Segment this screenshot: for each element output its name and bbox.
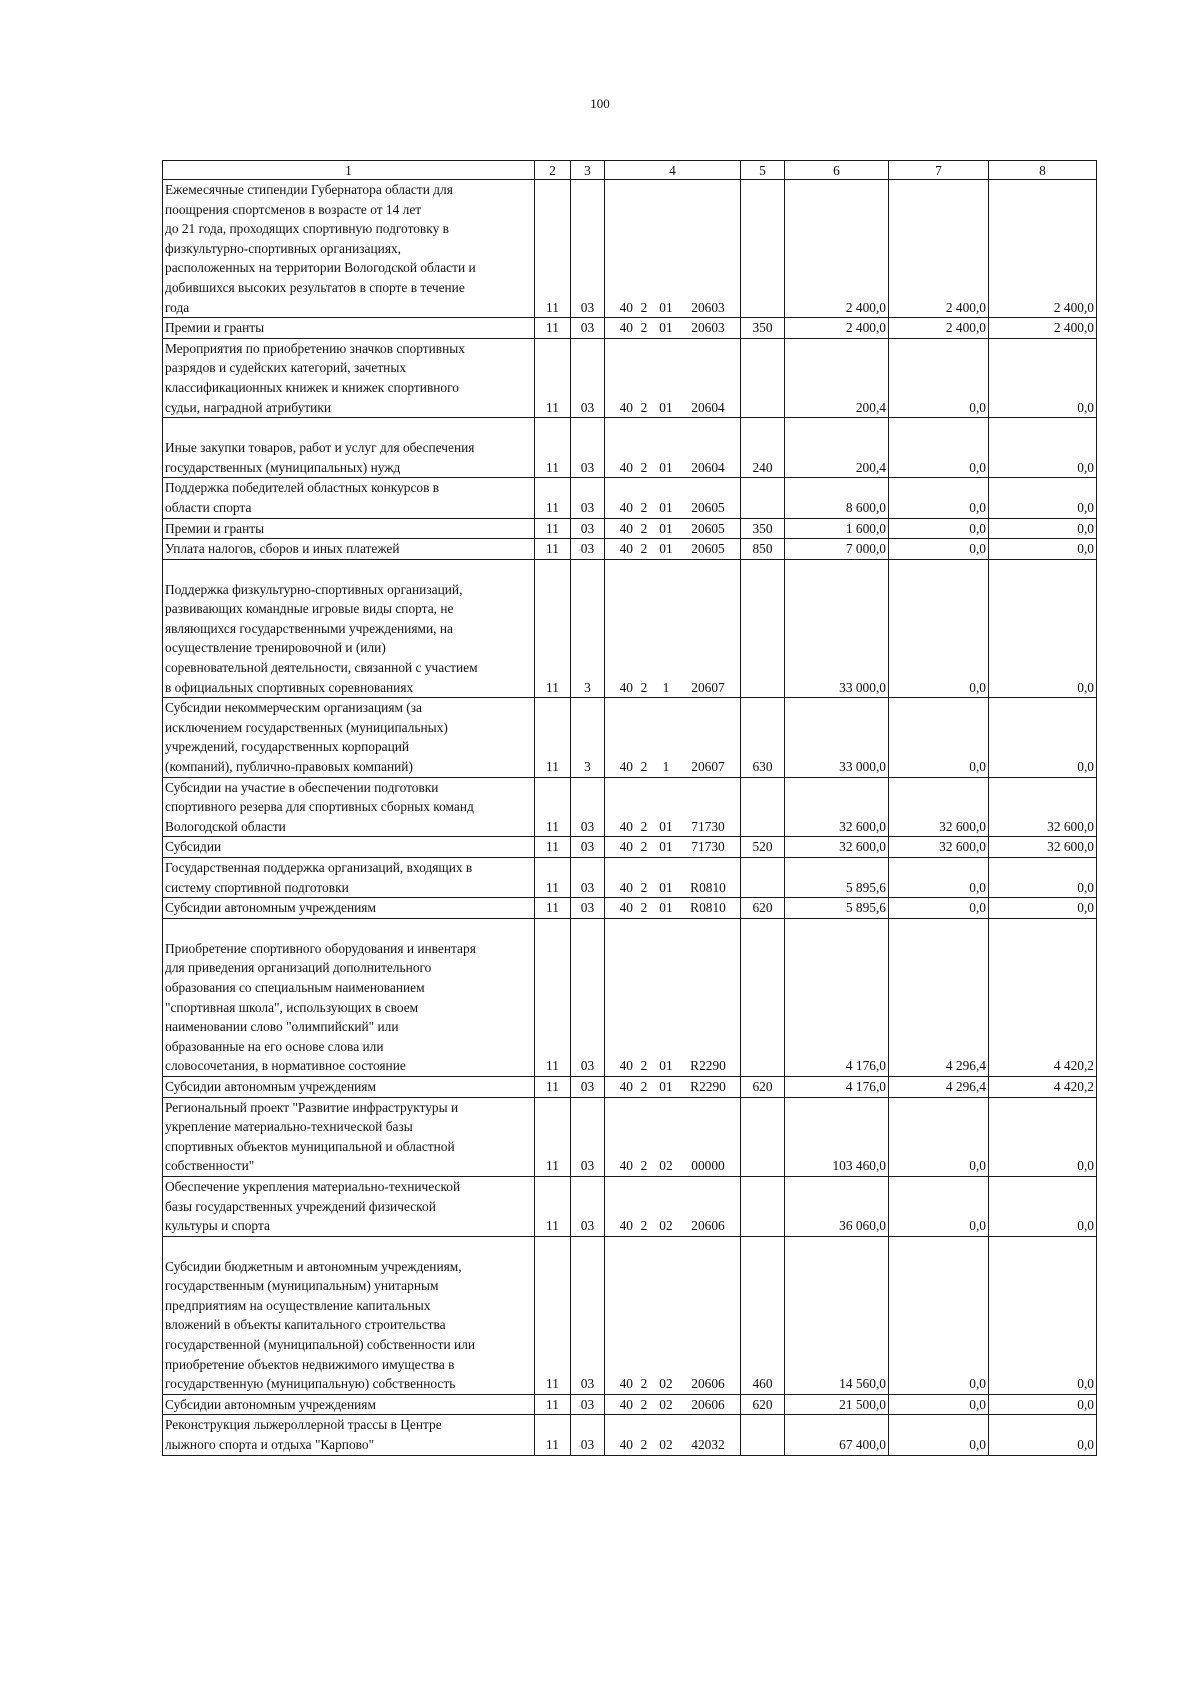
direction-code: 20607 — [691, 759, 725, 775]
amount-year-2: 4 296,4 — [889, 1076, 989, 1097]
amount-year-1: 33 000,0 — [785, 559, 889, 698]
subprogram-code: 2 — [640, 1078, 648, 1094]
amount-year-3: 0,0 — [989, 478, 1097, 518]
table-row — [163, 777, 1097, 837]
amount-year-3: 0,0 — [989, 539, 1097, 560]
amount-year-1: 32 600,0 — [785, 777, 889, 837]
amount-year-2: 0,0 — [889, 1097, 989, 1176]
direction-code: R2290 — [690, 1078, 726, 1094]
expense-type-code: 620 — [741, 1076, 785, 1097]
section-code: 11 — [535, 918, 571, 1076]
target-article-code — [605, 1076, 741, 1097]
subprogram-code: 2 — [640, 541, 648, 557]
target-article-code — [605, 698, 741, 777]
expense-type-code: 240 — [741, 418, 785, 478]
subprogram-code: 2 — [640, 299, 648, 315]
direction-code: 71730 — [691, 818, 725, 834]
event-code: 01 — [659, 900, 673, 916]
amount-year-3: 0,0 — [989, 898, 1097, 919]
table-row — [163, 518, 1097, 539]
expense-type-code: 630 — [741, 698, 785, 777]
table-row — [163, 1176, 1097, 1236]
target-article-code — [605, 1097, 741, 1176]
program-code: 40 — [619, 839, 633, 855]
subsection-code: 03 — [571, 518, 605, 539]
row-name: Субсидии автономным учреждениям — [163, 898, 535, 919]
target-article-code — [605, 777, 741, 837]
section-code: 11 — [535, 777, 571, 837]
subprogram-code: 2 — [640, 1376, 648, 1392]
direction-code: 20603 — [691, 320, 725, 336]
column-header: 7 — [889, 161, 989, 180]
program-code: 40 — [619, 299, 633, 315]
expense-type-code — [741, 777, 785, 837]
table-row — [163, 898, 1097, 919]
target-article-code — [605, 559, 741, 698]
event-code: 01 — [659, 818, 673, 834]
amount-year-3: 2 400,0 — [989, 180, 1097, 318]
row-name: Субсидии — [163, 837, 535, 858]
target-article-code — [605, 858, 741, 898]
subprogram-code: 2 — [640, 839, 648, 855]
column-header: 6 — [785, 161, 889, 180]
program-code: 40 — [619, 1158, 633, 1174]
amount-year-3: 0,0 — [989, 1097, 1097, 1176]
amount-year-2: 0,0 — [889, 698, 989, 777]
amount-year-1: 4 176,0 — [785, 918, 889, 1076]
expense-type-code: 460 — [741, 1236, 785, 1394]
row-name: Государственная поддержка организаций, входящих в систему спортивной подготовки — [163, 858, 535, 898]
subsection-code: 03 — [571, 1415, 605, 1455]
section-code: 11 — [535, 1236, 571, 1394]
subsection-code: 3 — [571, 698, 605, 777]
amount-year-3: 0,0 — [989, 1394, 1097, 1415]
subprogram-code: 2 — [640, 520, 648, 536]
target-article-code — [605, 318, 741, 339]
table-row — [163, 1097, 1097, 1176]
subsection-code: 03 — [571, 180, 605, 318]
section-code: 11 — [535, 1176, 571, 1236]
subsection-code: 03 — [571, 837, 605, 858]
subsection-code: 03 — [571, 898, 605, 919]
section-code: 11 — [535, 858, 571, 898]
section-code: 11 — [535, 318, 571, 339]
table-row — [163, 918, 1097, 1076]
table-row — [163, 478, 1097, 518]
amount-year-3: 0,0 — [989, 418, 1097, 478]
subsection-code: 3 — [571, 559, 605, 698]
program-code: 40 — [619, 879, 633, 895]
event-code: 01 — [659, 839, 673, 855]
section-code: 11 — [535, 478, 571, 518]
subsection-code: 03 — [571, 1176, 605, 1236]
amount-year-2: 0,0 — [889, 559, 989, 698]
program-code: 40 — [619, 499, 633, 515]
event-code: 01 — [659, 459, 673, 475]
target-article-code — [605, 418, 741, 478]
program-code: 40 — [619, 1218, 633, 1234]
amount-year-2: 0,0 — [889, 858, 989, 898]
table-row — [163, 698, 1097, 777]
program-code: 40 — [619, 320, 633, 336]
amount-year-2: 0,0 — [889, 539, 989, 560]
amount-year-2: 0,0 — [889, 1394, 989, 1415]
target-article-code — [605, 898, 741, 919]
expense-type-code: 350 — [741, 518, 785, 539]
target-article-code — [605, 1236, 741, 1394]
expense-type-code — [741, 338, 785, 417]
table-row — [163, 1076, 1097, 1097]
direction-code: 20606 — [691, 1396, 725, 1412]
event-code: 02 — [659, 1437, 673, 1453]
amount-year-2: 0,0 — [889, 338, 989, 417]
amount-year-2: 2 400,0 — [889, 318, 989, 339]
event-code: 01 — [659, 879, 673, 895]
program-code: 40 — [619, 520, 633, 536]
amount-year-2: 0,0 — [889, 1415, 989, 1455]
amount-year-3: 0,0 — [989, 698, 1097, 777]
subsection-code: 03 — [571, 318, 605, 339]
program-code: 40 — [619, 818, 633, 834]
section-code: 11 — [535, 837, 571, 858]
page-number: 100 — [590, 96, 610, 111]
event-code: 01 — [659, 299, 673, 315]
amount-year-1: 33 000,0 — [785, 698, 889, 777]
program-code: 40 — [619, 1376, 633, 1392]
section-code: 11 — [535, 698, 571, 777]
section-code: 11 — [535, 1076, 571, 1097]
program-code: 40 — [619, 399, 633, 415]
row-name: Приобретение спортивного оборудования и инвентаря для приведения организаций дополнительного образования со специальным наименованием "спортивная школа", использующих в своем наименовании слово "олимпийский" или образованные на его основе слова или словосочетания, в нормативное состояние — [163, 918, 535, 1076]
table-row — [163, 559, 1097, 698]
expense-type-code: 620 — [741, 1394, 785, 1415]
program-code: 40 — [619, 1058, 633, 1074]
target-article-code — [605, 1394, 741, 1415]
amount-year-3: 32 600,0 — [989, 777, 1097, 837]
expense-type-code: 620 — [741, 898, 785, 919]
direction-code: 20606 — [691, 1218, 725, 1234]
expense-type-code — [741, 559, 785, 698]
target-article-code — [605, 918, 741, 1076]
target-article-code — [605, 478, 741, 518]
expense-type-code — [741, 858, 785, 898]
amount-year-1: 200,4 — [785, 338, 889, 417]
program-code: 40 — [619, 1437, 633, 1453]
direction-code: R0810 — [690, 900, 726, 916]
budget-table — [162, 160, 1097, 1456]
direction-code: 20604 — [691, 459, 725, 475]
amount-year-2: 2 400,0 — [889, 180, 989, 318]
table-header-row — [163, 161, 1097, 180]
amount-year-2: 4 296,4 — [889, 918, 989, 1076]
row-name: Реконструкция лыжероллерной трассы в Центре лыжного спорта и отдыха "Карпово" — [163, 1415, 535, 1455]
subprogram-code: 2 — [640, 900, 648, 916]
amount-year-2: 0,0 — [889, 1176, 989, 1236]
section-code: 11 — [535, 898, 571, 919]
row-name: Субсидии автономным учреждениям — [163, 1076, 535, 1097]
event-code: 1 — [662, 759, 670, 775]
event-code: 01 — [659, 541, 673, 557]
expense-type-code: 520 — [741, 837, 785, 858]
section-code: 11 — [535, 1097, 571, 1176]
subsection-code: 03 — [571, 478, 605, 518]
row-name: Региональный проект "Развитие инфраструктуры и укрепление материально-технической базы спортивных объектов муниципальной и областной собственности" — [163, 1097, 535, 1176]
table-row — [163, 318, 1097, 339]
table-row — [163, 418, 1097, 478]
section-code: 11 — [535, 518, 571, 539]
direction-code: 20606 — [691, 1376, 725, 1392]
table-row — [163, 1236, 1097, 1394]
section-code: 11 — [535, 180, 571, 318]
subprogram-code: 2 — [640, 879, 648, 895]
expense-type-code — [741, 1097, 785, 1176]
table-row — [163, 837, 1097, 858]
amount-year-1: 4 176,0 — [785, 1076, 889, 1097]
subprogram-code: 2 — [640, 759, 648, 775]
direction-code: 20605 — [691, 499, 725, 515]
amount-year-2: 0,0 — [889, 418, 989, 478]
subprogram-code: 2 — [640, 499, 648, 515]
subsection-code: 03 — [571, 338, 605, 417]
row-name: Субсидии некоммерческим организациям (за исключением государственных (муниципальных) учреждений, государственных корпораций (компаний), публично-правовых компаний) — [163, 698, 535, 777]
subprogram-code: 2 — [640, 1058, 648, 1074]
subprogram-code: 2 — [640, 818, 648, 834]
column-header: 5 — [741, 161, 785, 180]
amount-year-1: 103 460,0 — [785, 1097, 889, 1176]
row-name: Поддержка победителей областных конкурсов в области спорта — [163, 478, 535, 518]
amount-year-3: 0,0 — [989, 518, 1097, 539]
subprogram-code: 2 — [640, 399, 648, 415]
amount-year-2: 32 600,0 — [889, 777, 989, 837]
subprogram-code: 2 — [640, 1218, 648, 1234]
table-row — [163, 1394, 1097, 1415]
event-code: 1 — [662, 679, 670, 695]
table-row — [163, 180, 1097, 318]
direction-code: 20605 — [691, 520, 725, 536]
row-name: Уплата налогов, сборов и иных платежей — [163, 539, 535, 560]
subsection-code: 03 — [571, 1236, 605, 1394]
subsection-code: 03 — [571, 858, 605, 898]
amount-year-1: 2 400,0 — [785, 318, 889, 339]
event-code: 01 — [659, 499, 673, 515]
program-code: 40 — [619, 1078, 633, 1094]
event-code: 01 — [659, 1058, 673, 1074]
table-row — [163, 338, 1097, 417]
subsection-code: 03 — [571, 1097, 605, 1176]
subprogram-code: 2 — [640, 1396, 648, 1412]
amount-year-1: 67 400,0 — [785, 1415, 889, 1455]
table-body — [163, 180, 1097, 1456]
program-code: 40 — [619, 541, 633, 557]
amount-year-3: 2 400,0 — [989, 318, 1097, 339]
amount-year-3: 0,0 — [989, 338, 1097, 417]
row-name: Премии и гранты — [163, 518, 535, 539]
amount-year-3: 0,0 — [989, 858, 1097, 898]
expense-type-code — [741, 1415, 785, 1455]
event-code: 01 — [659, 320, 673, 336]
expense-type-code — [741, 180, 785, 318]
subsection-code: 03 — [571, 1394, 605, 1415]
event-code: 02 — [659, 1218, 673, 1234]
target-article-code — [605, 837, 741, 858]
direction-code: 20607 — [691, 679, 725, 695]
subprogram-code: 2 — [640, 1158, 648, 1174]
amount-year-2: 0,0 — [889, 518, 989, 539]
table-row — [163, 539, 1097, 560]
direction-code: 71730 — [691, 839, 725, 855]
direction-code: 20603 — [691, 299, 725, 315]
target-article-code — [605, 180, 741, 318]
amount-year-2: 0,0 — [889, 1236, 989, 1394]
row-name: Субсидии автономным учреждениям — [163, 1394, 535, 1415]
row-name: Премии и гранты — [163, 318, 535, 339]
amount-year-3: 32 600,0 — [989, 837, 1097, 858]
program-code: 40 — [619, 1396, 633, 1412]
target-article-code — [605, 1176, 741, 1236]
expense-type-code — [741, 478, 785, 518]
column-header: 2 — [535, 161, 571, 180]
direction-code: R2290 — [690, 1058, 726, 1074]
event-code: 02 — [659, 1396, 673, 1412]
subprogram-code: 2 — [640, 1437, 648, 1453]
amount-year-3: 4 420,2 — [989, 1076, 1097, 1097]
expense-type-code: 850 — [741, 539, 785, 560]
subsection-code: 03 — [571, 1076, 605, 1097]
section-code: 11 — [535, 559, 571, 698]
section-code: 11 — [535, 418, 571, 478]
column-header: 1 — [163, 161, 535, 180]
direction-code: 42032 — [691, 1437, 725, 1453]
amount-year-1: 5 895,6 — [785, 858, 889, 898]
amount-year-3: 0,0 — [989, 1236, 1097, 1394]
amount-year-1: 14 560,0 — [785, 1236, 889, 1394]
expense-type-code — [741, 918, 785, 1076]
amount-year-1: 5 895,6 — [785, 898, 889, 919]
event-code: 02 — [659, 1376, 673, 1392]
amount-year-3: 0,0 — [989, 1176, 1097, 1236]
amount-year-1: 7 000,0 — [785, 539, 889, 560]
expense-type-code — [741, 1176, 785, 1236]
target-article-code — [605, 338, 741, 417]
amount-year-3: 0,0 — [989, 559, 1097, 698]
section-code: 11 — [535, 338, 571, 417]
amount-year-1: 2 400,0 — [785, 180, 889, 318]
target-article-code — [605, 518, 741, 539]
amount-year-1: 32 600,0 — [785, 837, 889, 858]
direction-code: 20604 — [691, 399, 725, 415]
section-code: 11 — [535, 1394, 571, 1415]
section-code: 11 — [535, 1415, 571, 1455]
section-code: 11 — [535, 539, 571, 560]
column-header: 4 — [605, 161, 741, 180]
row-name: Субсидии бюджетным и автономным учреждениям, государственным (муниципальным) унитарным предприятиям на осуществление капитальных вложений в объекты капитального строительства государственной (муниципальной) собственности или приобретение объектов недвижимого имущества в государственную (муниципальную) собственность — [163, 1236, 535, 1394]
program-code: 40 — [619, 900, 633, 916]
amount-year-3: 0,0 — [989, 1415, 1097, 1455]
target-article-code — [605, 1415, 741, 1455]
amount-year-1: 1 600,0 — [785, 518, 889, 539]
program-code: 40 — [619, 759, 633, 775]
subsection-code: 03 — [571, 918, 605, 1076]
row-name: Субсидии на участие в обеспечении подготовки спортивного резерва для спортивных сборных команд Вологодской области — [163, 777, 535, 837]
amount-year-1: 200,4 — [785, 418, 889, 478]
amount-year-1: 8 600,0 — [785, 478, 889, 518]
column-header: 3 — [571, 161, 605, 180]
program-code: 40 — [619, 459, 633, 475]
target-article-code — [605, 539, 741, 560]
expense-type-code: 350 — [741, 318, 785, 339]
amount-year-2: 32 600,0 — [889, 837, 989, 858]
row-name: Иные закупки товаров, работ и услуг для обеспечения государственных (муниципальных) нужд — [163, 418, 535, 478]
direction-code: 20605 — [691, 541, 725, 557]
subprogram-code: 2 — [640, 679, 648, 695]
row-name: Обеспечение укрепления материально-технической базы государственных учреждений физической культуры и спорта — [163, 1176, 535, 1236]
event-code: 02 — [659, 1158, 673, 1174]
event-code: 01 — [659, 399, 673, 415]
subsection-code: 03 — [571, 539, 605, 560]
row-name: Поддержка физкультурно-спортивных организаций, развивающих командные игровые виды спорта, не являющихся государственными учреждениями, на осуществление тренировочной и (или) соревновательной деятельности, связанной с участием в официальных спортивных соревнованиях — [163, 559, 535, 698]
subsection-code: 03 — [571, 418, 605, 478]
event-code: 01 — [659, 1078, 673, 1094]
amount-year-3: 4 420,2 — [989, 918, 1097, 1076]
direction-code: R0810 — [690, 879, 726, 895]
amount-year-1: 21 500,0 — [785, 1394, 889, 1415]
amount-year-2: 0,0 — [889, 478, 989, 518]
subprogram-code: 2 — [640, 459, 648, 475]
subsection-code: 03 — [571, 777, 605, 837]
table-row — [163, 858, 1097, 898]
row-name: Ежемесячные стипендии Губернатора области для поощрения спортсменов в возрасте от 14 лет до 21 года, проходящих спортивную подготовку в физкультурно-спортивных организациях, расположенных на территории Вологодской области и добившихся высоких результатов в спорте в течение года — [163, 180, 535, 318]
program-code: 40 — [619, 679, 633, 695]
subprogram-code: 2 — [640, 320, 648, 336]
row-name: Мероприятия по приобретению значков спортивных разрядов и судейских категорий, зачетных классификационных книжек и книжек спортивного судьи, наградной атрибутики — [163, 338, 535, 417]
amount-year-2: 0,0 — [889, 898, 989, 919]
column-header: 8 — [989, 161, 1097, 180]
direction-code: 00000 — [691, 1158, 725, 1174]
event-code: 01 — [659, 520, 673, 536]
amount-year-1: 36 060,0 — [785, 1176, 889, 1236]
table-row — [163, 1415, 1097, 1455]
